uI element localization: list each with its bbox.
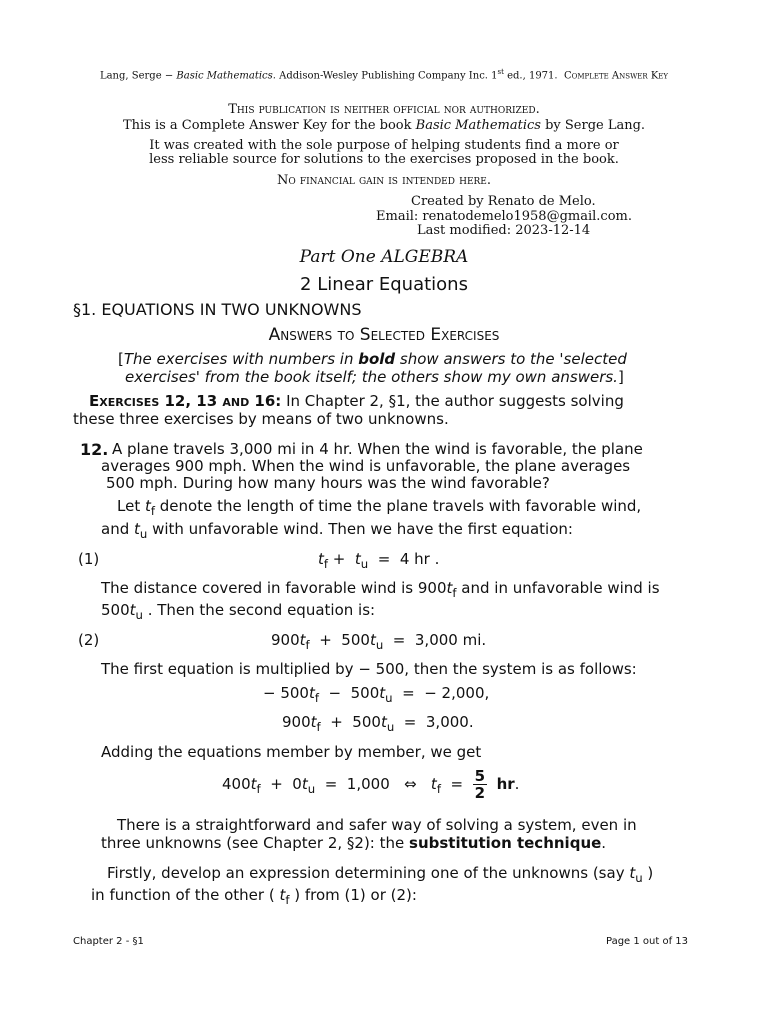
- notice-purpose-2: less reliable source for solutions to the exercises proposed in the book.: [149, 152, 619, 167]
- system-equation-1: − $500t_f - 500t_u$ = − 2,000,: [263, 684, 490, 706]
- notice-no-gain: No financial gain is intended here.: [277, 173, 491, 188]
- notice-purpose-1: It was created with the sole purpose of helping students find a more or: [149, 138, 619, 153]
- adding-line: Adding the equations member by member, we get: [101, 743, 482, 761]
- result-equation: $400t_f + 0t_u = 1,000$ ⇔ $t_f$ = $\frac{5}{2}$ hr.: [222, 767, 520, 802]
- exercises-intro-line-2: these three exercises by means of two unknowns.: [73, 410, 449, 428]
- problem-line-2: averages 900 mph. When the wind is unfavorable, the plane averages: [101, 457, 631, 475]
- section-title: §1. EQUATIONS IN TWO UNKNOWNS: [73, 300, 362, 319]
- let-tu-line: and $t_u$ with unfavorable wind. Then we have the first equation:: [101, 520, 573, 542]
- system-equation-2: $900t_f + 500t_u = 3,000$.: [282, 713, 474, 735]
- part-title: Part One ALGEBRA: [299, 247, 469, 267]
- header-book-title: Basic Mathematics.: [176, 70, 276, 82]
- notice-official: This publication is neither official nor authorized.: [228, 102, 540, 117]
- distance-line-1: The distance covered in favorable wind is $900t_f$ and in unfavorable wind is: [101, 579, 660, 601]
- notice-complete-key: This is a Complete Answer Key for the book Basic Mathematics by Serge Lang.: [122, 118, 646, 133]
- header-publisher: Addison-Wesley Publishing Company Inc. 1: [279, 70, 498, 82]
- problem-line-1: A plane travels 3,000 mi in 4 hr. When the wind is favorable, the plane: [112, 440, 643, 458]
- credits-email: Email: renatodemelo1958@gmail.com.: [376, 209, 632, 224]
- credits-created-by: Created by Renato de Melo.: [411, 194, 596, 209]
- problem-number: 12.: [80, 440, 109, 459]
- exercises-intro: Exercises 12, 13 and 16: In Chapter 2, §1, the author suggests solving: [89, 392, 624, 410]
- footer-page-number: Page 1 out of 13: [606, 936, 689, 947]
- answers-heading: Answers to Selected Exercises: [268, 325, 500, 345]
- selected-note: [The exercises with numbers in bold show answers to the 'selected: [118, 350, 627, 368]
- credits-last-modified: Last modified: 2023-12-14: [417, 223, 591, 238]
- let-tf-line: Let $t_f$ denote the length of time the plane travels with favorable wind,: [117, 497, 642, 519]
- exercises-label: Exercises 12, 13 and 16:: [89, 392, 282, 410]
- equation-2: $900t_f + 500t_u = 3,000$ mi.: [271, 631, 487, 653]
- header-citation: Lang, Serge − Basic Mathematics. Addison-Wesley Publishing Company Inc. 1st ed., 1971. Complete Answer Key: [99, 68, 669, 82]
- safer-line-1: There is a straightforward and safer way of solving a system, even in: [117, 816, 637, 834]
- equation-1-label: (1): [78, 550, 100, 568]
- header-author: Lang, Serge: [99, 70, 162, 82]
- firstly-line-1: Firstly, develop an expression determining one of the unknowns (say $t_u$ ): [107, 864, 654, 886]
- chapter-title: 2 Linear Equations: [300, 274, 468, 295]
- header-answer-key: Complete Answer Key: [563, 70, 669, 82]
- result-fraction: $\frac{5}{2}$: [474, 767, 486, 802]
- safer-line-2: three unknowns (see Chapter 2, §2): the substitution technique.: [101, 834, 607, 852]
- equation-2-label: (2): [78, 631, 100, 649]
- problem-line-3: 500 mph. During how many hours was the wind favorable?: [106, 474, 550, 492]
- distance-line-2: $500t_u$ . Then the second equation is:: [101, 601, 376, 623]
- multiply-line: The first equation is multiplied by − 500, then the system is as follows:: [101, 660, 637, 678]
- firstly-line-2: in function of the other ( $t_f$ ) from (1) or (2):: [91, 886, 417, 908]
- footer-chapter: Chapter 2 - §1: [73, 936, 144, 947]
- selected-note-line-2: exercises' from the book itself; the others show my own answers.]: [125, 368, 624, 386]
- equation-1: $t_f + t_u = 4$ hr .: [318, 550, 440, 572]
